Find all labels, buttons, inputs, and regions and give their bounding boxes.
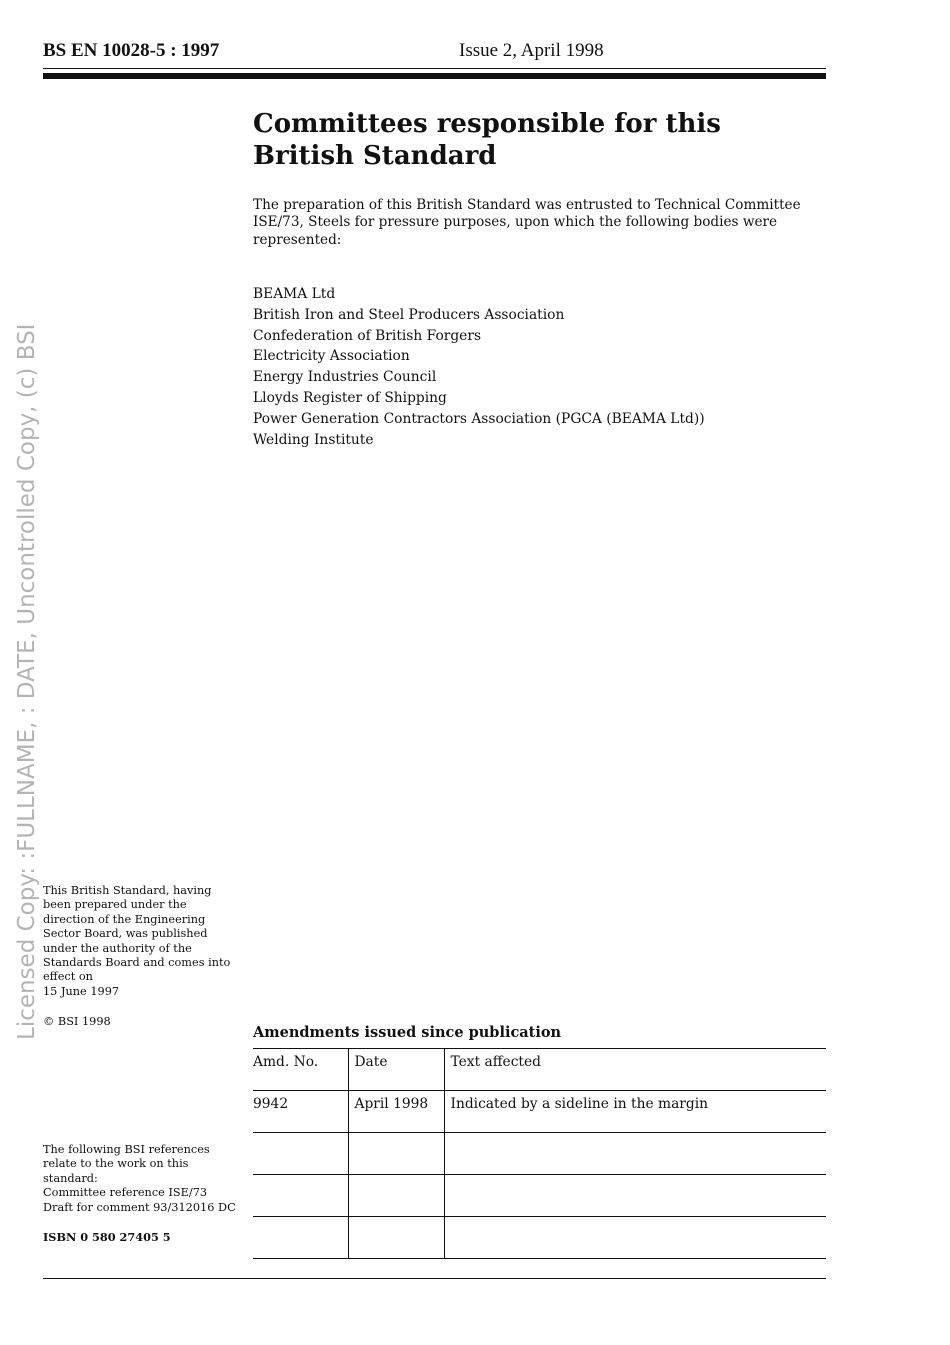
footer-rule xyxy=(43,1278,826,1279)
list-item: British Iron and Steel Producers Association xyxy=(253,306,565,323)
list-item: Confederation of British Forgers xyxy=(253,327,482,344)
page-title xyxy=(253,108,813,172)
list-item: Lloyds Register of Shipping xyxy=(253,389,447,406)
publication-note-text: This British Standard, having been prepared under the direction of the Engineering Sector Board, was published under the authority of the Standards Board and comes into effect on xyxy=(43,884,231,984)
table-cell: April 1998 xyxy=(348,1091,444,1133)
table-cell xyxy=(444,1133,826,1175)
table-cell xyxy=(348,1175,444,1217)
table-row xyxy=(253,1091,826,1133)
effective-date: 15 June 1997 xyxy=(43,984,120,998)
table-cell xyxy=(253,1133,348,1175)
table-cell xyxy=(444,1217,826,1259)
table-cell xyxy=(253,1217,348,1259)
references-intro: The following BSI references relate to the work on this standard: xyxy=(43,1143,210,1185)
list-item: Energy Industries Council xyxy=(253,369,437,386)
bsi-references xyxy=(43,1143,243,1215)
header-rule-thin xyxy=(43,68,826,69)
publication-note xyxy=(43,884,233,999)
isbn: ISBN 0 580 27405 5 xyxy=(43,1230,171,1244)
table-row xyxy=(253,1175,826,1217)
table-cell xyxy=(253,1175,348,1217)
committee-reference: Committee reference ISE/73 xyxy=(43,1186,208,1200)
standard-id: BS EN 10028-5 : 1997 xyxy=(43,40,220,61)
copyright-notice: © BSI 1998 xyxy=(43,1015,111,1028)
intro-paragraph: The preparation of this British Standard was entrusted to Technical Committee ISE/73, Steels for pressure purposes, upon which the following bodies were represented: xyxy=(253,197,801,248)
list-item: Electricity Association xyxy=(253,348,410,365)
table-cell xyxy=(444,1175,826,1217)
table-cell: Indicated by a sideline in the margin xyxy=(444,1091,826,1133)
amendments-table xyxy=(253,1048,826,1259)
list-item: Power Generation Contractors Association (PGCA (BEAMA Ltd)) xyxy=(253,410,705,427)
table-cell xyxy=(348,1217,444,1259)
table-header-row xyxy=(253,1049,826,1091)
issue-label: Issue 2, April 1998 xyxy=(459,40,604,61)
table-cell xyxy=(348,1133,444,1175)
column-header: Amd. No. xyxy=(253,1049,348,1091)
list-item: Welding Institute xyxy=(253,431,374,448)
table-row xyxy=(253,1217,826,1259)
title-line-2: British Standard xyxy=(253,141,497,171)
list-item: BEAMA Ltd xyxy=(253,286,336,302)
header-rule-thick xyxy=(43,73,826,79)
title-line-1: Committees responsible for this xyxy=(253,109,721,139)
table-row xyxy=(253,1133,826,1175)
column-header: Text affected xyxy=(444,1049,826,1091)
license-watermark: Licensed Copy: :FULLNAME, : DATE, Uncontrolled Copy, (c) BSI xyxy=(14,323,40,1040)
represented-bodies-list xyxy=(253,284,705,450)
table-cell: 9942 xyxy=(253,1091,348,1133)
amendments-title: Amendments issued since publication xyxy=(253,1024,562,1041)
column-header: Date xyxy=(348,1049,444,1091)
draft-reference: Draft for comment 93/312016 DC xyxy=(43,1200,236,1214)
